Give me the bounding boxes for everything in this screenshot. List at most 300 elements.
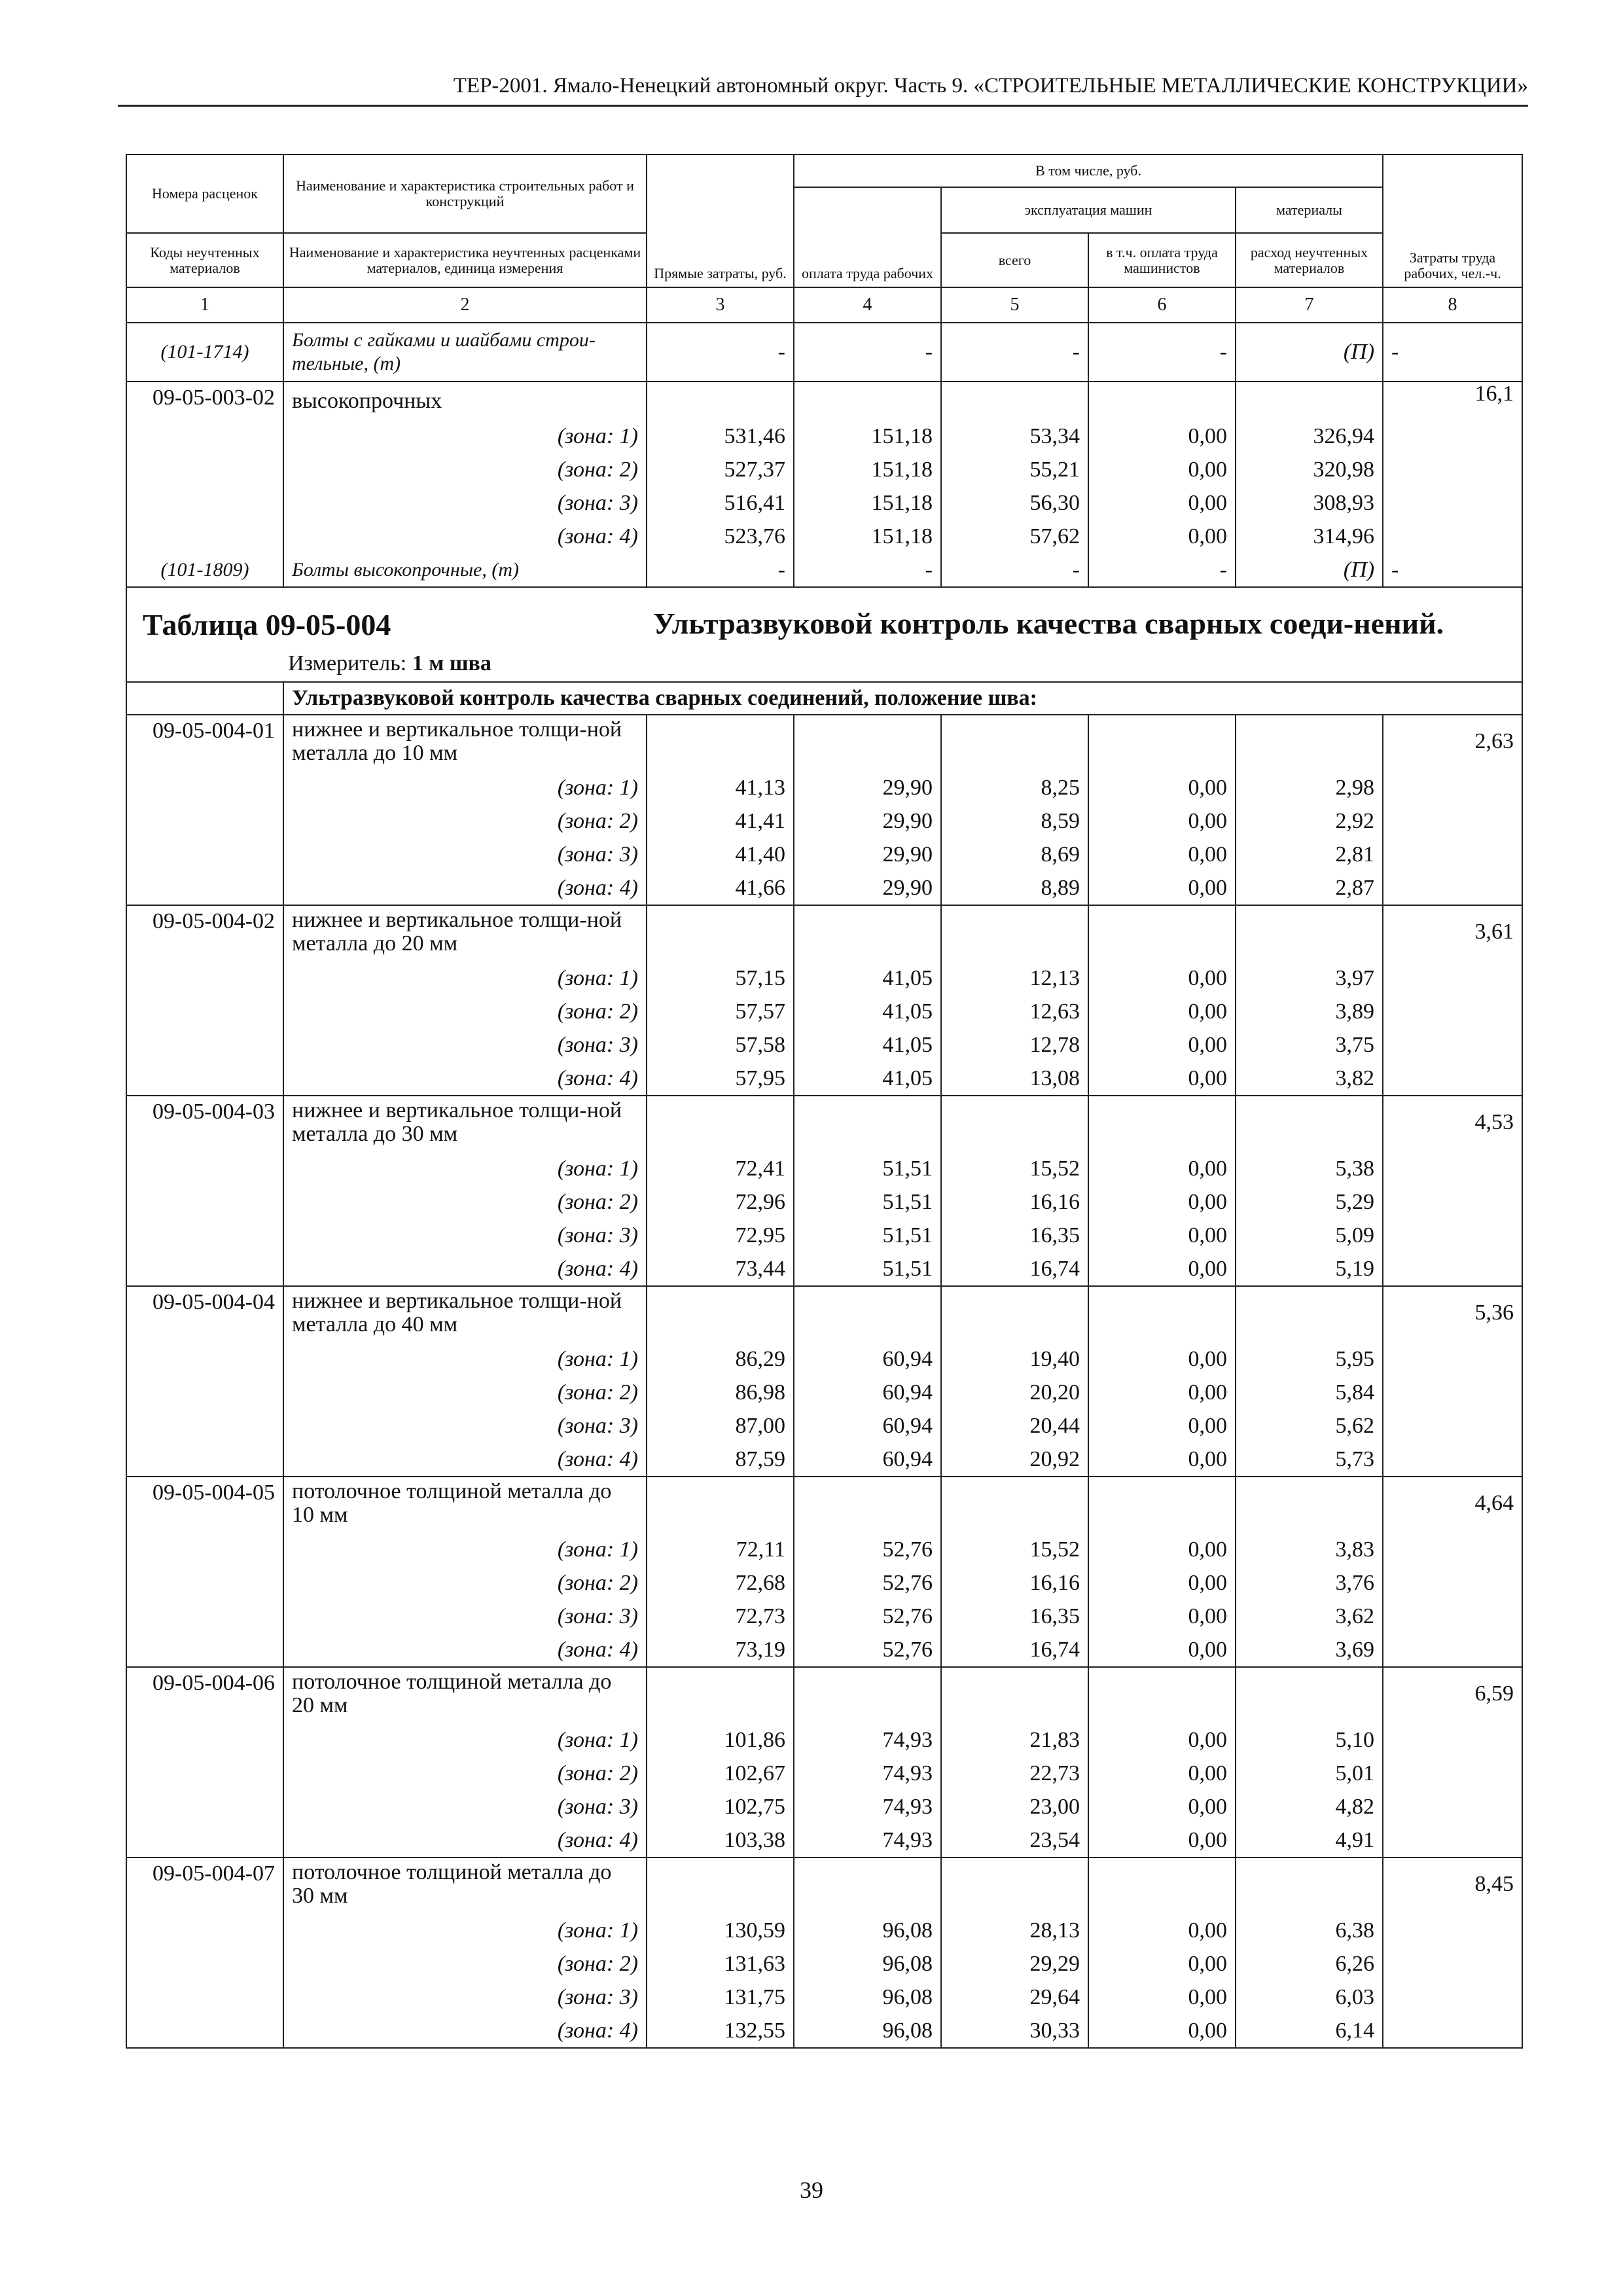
col-number: 5 xyxy=(941,287,1088,323)
machine-total: 16,35 xyxy=(941,1600,1088,1633)
worker-pay: 60,94 xyxy=(794,1342,941,1376)
machine-total: 23,54 xyxy=(941,1823,1088,1857)
machinist-pay: 0,00 xyxy=(1088,871,1236,905)
direct-cost: 101,86 xyxy=(647,1723,794,1757)
material-code: (101-1714) xyxy=(126,323,283,382)
table-row xyxy=(126,520,1522,553)
table-row xyxy=(126,1252,1522,1286)
materials-cost: 3,83 xyxy=(1236,1533,1383,1566)
table-header xyxy=(126,154,1522,323)
zone-label: (зона: 4) xyxy=(283,520,647,553)
col-number: 4 xyxy=(794,287,941,323)
rate-code: 09-05-003-02 xyxy=(126,382,283,420)
table-title: Таблица 09-05-004 xyxy=(143,608,391,641)
table-row xyxy=(126,1790,1522,1823)
worker-pay: 29,90 xyxy=(794,771,941,804)
worker-pay: 41,05 xyxy=(794,1062,941,1096)
zone-label: (зона: 2) xyxy=(283,1947,647,1981)
machine-total: 16,35 xyxy=(941,1219,1088,1252)
worker-pay: 52,76 xyxy=(794,1633,941,1667)
page-number: 39 xyxy=(800,2177,823,2203)
machinist-pay: 0,00 xyxy=(1088,1633,1236,1667)
direct-cost: 130,59 xyxy=(647,1914,794,1947)
direct-cost: 57,58 xyxy=(647,1028,794,1062)
direct-cost: 72,95 xyxy=(647,1219,794,1252)
col-number: 7 xyxy=(1236,287,1383,323)
materials-cost: 5,38 xyxy=(1236,1152,1383,1185)
col2-bottom-label: Наименование и характеристика неучтенных расценками материалов, единица измерения xyxy=(283,233,647,287)
rates-table xyxy=(126,154,1523,2049)
direct-cost: 523,76 xyxy=(647,520,794,553)
materials-cost: 5,09 xyxy=(1236,1219,1383,1252)
materials-cost: 6,03 xyxy=(1236,1981,1383,2014)
table-row xyxy=(126,961,1522,995)
direct-cost: 57,57 xyxy=(647,995,794,1028)
rate-name: нижнее и вертикальное толщи-ной металла до 30 мм xyxy=(283,1096,647,1152)
table-row xyxy=(126,1633,1522,1667)
table-row xyxy=(126,838,1522,871)
worker-pay: 52,76 xyxy=(794,1600,941,1633)
materials-cost: 4,91 xyxy=(1236,1823,1383,1857)
machine-total: 8,25 xyxy=(941,771,1088,804)
labor-cost: 4,64 xyxy=(1383,1477,1522,1533)
machinist-pay: 0,00 xyxy=(1088,1790,1236,1823)
col-number: 8 xyxy=(1383,287,1522,323)
labor-cost: 6,59 xyxy=(1383,1667,1522,1723)
machinist-pay: 0,00 xyxy=(1088,1342,1236,1376)
table-row xyxy=(126,1219,1522,1252)
machinist-pay: 0,00 xyxy=(1088,1600,1236,1633)
table-row xyxy=(126,382,1522,420)
material-mark: (П) xyxy=(1236,323,1383,382)
rate-code: 09-05-004-06 xyxy=(126,1667,283,1723)
labor-cost: 2,63 xyxy=(1383,715,1522,771)
materials-cost: 326,94 xyxy=(1236,420,1383,453)
rate-name: потолочное толщиной металла до 20 мм xyxy=(283,1667,647,1723)
machinist-pay: 0,00 xyxy=(1088,804,1236,838)
direct-cost: 72,73 xyxy=(647,1600,794,1633)
machinist-pay: 0,00 xyxy=(1088,995,1236,1028)
material-name: Болты с гайками и шайбами строи-тельные, (т) xyxy=(283,323,647,382)
table-row xyxy=(126,1286,1522,1342)
col1-top-label: Номера расценок xyxy=(126,154,283,233)
table-row xyxy=(126,1823,1522,1857)
table-row xyxy=(126,1409,1522,1443)
table-row xyxy=(126,1443,1522,1477)
rate-name: потолочное толщиной металла до 10 мм xyxy=(283,1477,647,1533)
group-label: В том числе, руб. xyxy=(794,154,1383,187)
dash-cell: - xyxy=(1383,323,1522,382)
machinist-pay: 0,00 xyxy=(1088,1409,1236,1443)
table-row xyxy=(126,905,1522,961)
worker-pay: 41,05 xyxy=(794,961,941,995)
zone-label: (зона: 4) xyxy=(283,1823,647,1857)
direct-cost: 103,38 xyxy=(647,1823,794,1857)
materials-cost: 6,26 xyxy=(1236,1947,1383,1981)
machine-total: 56,30 xyxy=(941,486,1088,520)
worker-pay: 151,18 xyxy=(794,520,941,553)
materials-cost: 5,19 xyxy=(1236,1252,1383,1286)
table-row xyxy=(126,1981,1522,2014)
materials-cost: 5,84 xyxy=(1236,1376,1383,1409)
zone-label: (зона: 2) xyxy=(283,453,647,486)
machinist-pay: 0,00 xyxy=(1088,420,1236,453)
machinist-pay: 0,00 xyxy=(1088,1757,1236,1790)
table-row xyxy=(126,1566,1522,1600)
zone-label: (зона: 1) xyxy=(283,1914,647,1947)
direct-cost: 41,41 xyxy=(647,804,794,838)
materials-cost: 2,92 xyxy=(1236,804,1383,838)
dash-cell: - xyxy=(941,553,1088,587)
machinist-pay: 0,00 xyxy=(1088,1914,1236,1947)
direct-cost: 86,98 xyxy=(647,1376,794,1409)
machine-total: 30,33 xyxy=(941,2014,1088,2048)
table-row xyxy=(126,486,1522,520)
zone-label: (зона: 4) xyxy=(283,1062,647,1096)
measure-line xyxy=(143,642,1506,681)
dash-cell: - xyxy=(941,323,1088,382)
machine-total: 12,78 xyxy=(941,1028,1088,1062)
machine-total: 29,29 xyxy=(941,1947,1088,1981)
col-number: 1 xyxy=(126,287,283,323)
table-body-top xyxy=(126,323,1522,382)
table-row xyxy=(126,1062,1522,1096)
zone-label: (зона: 3) xyxy=(283,1028,647,1062)
zone-label: (зона: 4) xyxy=(283,1443,647,1477)
dash-cell: - xyxy=(1088,323,1236,382)
machine-total: 55,21 xyxy=(941,453,1088,486)
worker-pay: 41,05 xyxy=(794,995,941,1028)
materials-cost: 3,82 xyxy=(1236,1062,1383,1096)
machinist-pay: 0,00 xyxy=(1088,1185,1236,1219)
materials-cost: 3,97 xyxy=(1236,961,1383,995)
rate-block xyxy=(126,1857,1522,2048)
table-row xyxy=(126,453,1522,486)
direct-cost: 41,66 xyxy=(647,871,794,905)
machine-total: 16,16 xyxy=(941,1185,1088,1219)
rate-code: 09-05-004-03 xyxy=(126,1096,283,1152)
zone-label: (зона: 4) xyxy=(283,2014,647,2048)
direct-cost: 87,59 xyxy=(647,1443,794,1477)
materials-cost: 5,29 xyxy=(1236,1185,1383,1219)
direct-cost: 72,96 xyxy=(647,1185,794,1219)
machinist-pay: 0,00 xyxy=(1088,1823,1236,1857)
materials-cost: 320,98 xyxy=(1236,453,1383,486)
materials-cost: 3,89 xyxy=(1236,995,1383,1028)
measure-value: 1 м шва xyxy=(412,651,491,675)
machine-total: 22,73 xyxy=(941,1757,1088,1790)
machine-total: 20,92 xyxy=(941,1443,1088,1477)
materials-cost: 6,38 xyxy=(1236,1914,1383,1947)
worker-pay: 41,05 xyxy=(794,1028,941,1062)
machinist-pay: 0,00 xyxy=(1088,453,1236,486)
machine-total: 23,00 xyxy=(941,1790,1088,1823)
worker-pay: 29,90 xyxy=(794,804,941,838)
materials-cost: 5,95 xyxy=(1236,1342,1383,1376)
materials-cost: 3,69 xyxy=(1236,1633,1383,1667)
table-row xyxy=(126,804,1522,838)
table-row xyxy=(126,420,1522,453)
page-header xyxy=(118,73,1528,107)
worker-pay: 52,76 xyxy=(794,1533,941,1566)
material-name: Болты высокопрочные, (т) xyxy=(283,553,647,587)
material-code: (101-1809) xyxy=(126,553,283,587)
direct-cost: 102,67 xyxy=(647,1757,794,1790)
materials-cost: 5,01 xyxy=(1236,1757,1383,1790)
machines-label: эксплуатация машин xyxy=(941,187,1236,233)
table-row xyxy=(126,771,1522,804)
labor-cost: 8,45 xyxy=(1383,1857,1522,1914)
machinist-pay: 0,00 xyxy=(1088,1028,1236,1062)
col4-label: оплата труда рабочих xyxy=(794,187,941,287)
materials-cost: 2,87 xyxy=(1236,871,1383,905)
worker-pay: 51,51 xyxy=(794,1252,941,1286)
rate-name: нижнее и вертикальное толщи-ной металла до 40 мм xyxy=(283,1286,647,1342)
dash-cell: - xyxy=(1088,553,1236,587)
worker-pay: 96,08 xyxy=(794,1981,941,2014)
direct-cost: 41,13 xyxy=(647,771,794,804)
machinist-pay: 0,00 xyxy=(1088,1443,1236,1477)
rate-block xyxy=(126,1477,1522,1667)
dash-cell: - xyxy=(794,553,941,587)
worker-pay: 151,18 xyxy=(794,486,941,520)
direct-cost: 57,15 xyxy=(647,961,794,995)
table-row xyxy=(126,1723,1522,1757)
table-row xyxy=(126,715,1522,771)
zone-label: (зона: 2) xyxy=(283,1376,647,1409)
machine-total: 29,64 xyxy=(941,1981,1088,2014)
worker-pay: 51,51 xyxy=(794,1152,941,1185)
machinist-pay: 0,00 xyxy=(1088,1152,1236,1185)
worker-pay: 74,93 xyxy=(794,1790,941,1823)
table-row xyxy=(126,1477,1522,1533)
machinist-pay: 0,00 xyxy=(1088,1947,1236,1981)
worker-pay: 52,76 xyxy=(794,1566,941,1600)
machine-total: 53,34 xyxy=(941,420,1088,453)
zone-label: (зона: 1) xyxy=(283,1342,647,1376)
table-row xyxy=(126,1947,1522,1981)
zone-label: (зона: 3) xyxy=(283,1981,647,2014)
worker-pay: 60,94 xyxy=(794,1409,941,1443)
worker-pay: 51,51 xyxy=(794,1185,941,1219)
direct-cost: 72,41 xyxy=(647,1152,794,1185)
machine-total: 16,74 xyxy=(941,1633,1088,1667)
rate-block-003-02 xyxy=(126,382,1522,587)
table-row xyxy=(126,995,1522,1028)
direct-cost: 102,75 xyxy=(647,1790,794,1823)
rate-code: 09-05-004-07 xyxy=(126,1857,283,1914)
dash-cell: - xyxy=(647,553,794,587)
machine-total: 15,52 xyxy=(941,1533,1088,1566)
direct-cost: 131,75 xyxy=(647,1981,794,2014)
table-row xyxy=(126,1857,1522,1914)
rate-code: 09-05-004-02 xyxy=(126,905,283,961)
direct-cost: 41,40 xyxy=(647,838,794,871)
col5-label: всего xyxy=(941,233,1088,287)
materials-cost: 308,93 xyxy=(1236,486,1383,520)
direct-cost: 527,37 xyxy=(647,453,794,486)
zone-label: (зона: 2) xyxy=(283,1185,647,1219)
table-row xyxy=(126,1096,1522,1152)
col7-label: расход неучтенных материалов xyxy=(1236,233,1383,287)
machinist-pay: 0,00 xyxy=(1088,1566,1236,1600)
rate-code: 09-05-004-05 xyxy=(126,1477,283,1533)
materials-cost: 2,98 xyxy=(1236,771,1383,804)
machinist-pay: 0,00 xyxy=(1088,838,1236,871)
machinist-pay: 0,00 xyxy=(1088,771,1236,804)
direct-cost: 86,29 xyxy=(647,1342,794,1376)
machine-total: 8,59 xyxy=(941,804,1088,838)
machine-total: 16,74 xyxy=(941,1252,1088,1286)
zone-label: (зона: 4) xyxy=(283,871,647,905)
table-row xyxy=(126,2014,1522,2048)
worker-pay: 74,93 xyxy=(794,1757,941,1790)
rate-block xyxy=(126,1286,1522,1477)
worker-pay: 51,51 xyxy=(794,1219,941,1252)
table-row xyxy=(126,1028,1522,1062)
table-row xyxy=(126,1342,1522,1376)
machine-total: 20,44 xyxy=(941,1409,1088,1443)
zone-label: (зона: 2) xyxy=(283,995,647,1028)
col2-top-label: Наименование и характеристика строительных работ и конструкций xyxy=(283,154,647,233)
table-section-header xyxy=(126,587,1522,715)
labor-cost: 3,61 xyxy=(1383,905,1522,961)
materials-cost: 2,81 xyxy=(1236,838,1383,871)
col6-label: в т.ч. оплата труда машинистов xyxy=(1088,233,1236,287)
machinist-pay: 0,00 xyxy=(1088,1981,1236,2014)
zone-label: (зона: 1) xyxy=(283,1152,647,1185)
machinist-pay: 0,00 xyxy=(1088,1533,1236,1566)
worker-pay: 29,90 xyxy=(794,838,941,871)
table-row xyxy=(126,1914,1522,1947)
machine-total: 28,13 xyxy=(941,1914,1088,1947)
zone-label: (зона: 1) xyxy=(283,1533,647,1566)
machinist-pay: 0,00 xyxy=(1088,1062,1236,1096)
zone-label: (зона: 3) xyxy=(283,1219,647,1252)
col-number: 3 xyxy=(647,287,794,323)
rate-block xyxy=(126,1096,1522,1286)
direct-cost: 73,44 xyxy=(647,1252,794,1286)
machine-total: 8,89 xyxy=(941,871,1088,905)
worker-pay: 151,18 xyxy=(794,453,941,486)
rate-name: потолочное толщиной металла до 30 мм xyxy=(283,1857,647,1914)
table-row xyxy=(126,1667,1522,1723)
zone-label: (зона: 4) xyxy=(283,1633,647,1667)
table-row xyxy=(126,1376,1522,1409)
col-number: 2 xyxy=(283,287,647,323)
zone-label: (зона: 3) xyxy=(283,838,647,871)
zone-label: (зона: 3) xyxy=(283,1600,647,1633)
machine-total: 8,69 xyxy=(941,838,1088,871)
rate-block xyxy=(126,1667,1522,1857)
machinist-pay: 0,00 xyxy=(1088,1723,1236,1757)
rate-name: высокопрочных xyxy=(283,382,647,420)
materials-cost: 5,62 xyxy=(1236,1409,1383,1443)
machine-total: 16,16 xyxy=(941,1566,1088,1600)
materials-cost: 3,75 xyxy=(1236,1028,1383,1062)
machine-total: 21,83 xyxy=(941,1723,1088,1757)
material-mark: (П) xyxy=(1236,553,1383,587)
direct-cost: 72,68 xyxy=(647,1566,794,1600)
materials-cost: 6,14 xyxy=(1236,2014,1383,2048)
worker-pay: 96,08 xyxy=(794,2014,941,2048)
header-text: ТЕР-2001. Ямало-Ненецкий автономный округ. Часть 9. «СТРОИТЕЛЬНЫЕ МЕТАЛЛИЧЕСКИЕ КОНСТРУКЦИИ» xyxy=(453,74,1528,98)
worker-pay: 29,90 xyxy=(794,871,941,905)
zone-label: (зона: 3) xyxy=(283,486,647,520)
zone-label: (зона: 3) xyxy=(283,1790,647,1823)
zone-label: (зона: 2) xyxy=(283,1757,647,1790)
zone-label: (зона: 1) xyxy=(283,961,647,995)
worker-pay: 96,08 xyxy=(794,1914,941,1947)
worker-pay: 60,94 xyxy=(794,1443,941,1477)
table-row xyxy=(126,1152,1522,1185)
direct-cost: 87,00 xyxy=(647,1409,794,1443)
zone-label: (зона: 3) xyxy=(283,1409,647,1443)
zone-label: (зона: 2) xyxy=(283,1566,647,1600)
labor-cost: 5,36 xyxy=(1383,1286,1522,1342)
col-number: 6 xyxy=(1088,287,1236,323)
materials-cost: 4,82 xyxy=(1236,1790,1383,1823)
rate-name: нижнее и вертикальное толщи-ной металла до 20 мм xyxy=(283,905,647,961)
zone-label: (зона: 1) xyxy=(283,420,647,453)
table-row xyxy=(126,1185,1522,1219)
machinist-pay: 0,00 xyxy=(1088,961,1236,995)
materials-cost: 3,62 xyxy=(1236,1600,1383,1633)
table-row xyxy=(126,1533,1522,1566)
machine-total: 12,13 xyxy=(941,961,1088,995)
direct-cost: 516,41 xyxy=(647,486,794,520)
rate-block xyxy=(126,715,1522,905)
machine-total: 15,52 xyxy=(941,1152,1088,1185)
materials-cost: 3,76 xyxy=(1236,1566,1383,1600)
worker-pay: 74,93 xyxy=(794,1823,941,1857)
dash-cell: - xyxy=(647,323,794,382)
materials-cost: 314,96 xyxy=(1236,520,1383,553)
machinist-pay: 0,00 xyxy=(1088,2014,1236,2048)
measure-label: Измеритель: xyxy=(288,651,407,675)
machine-total: 12,63 xyxy=(941,995,1088,1028)
rate-name: нижнее и вертикальное толщи-ной металла до 10 мм xyxy=(283,715,647,771)
materials-cost: 5,73 xyxy=(1236,1443,1383,1477)
col3-label: Прямые затраты, руб. xyxy=(647,154,794,287)
machine-total: 19,40 xyxy=(941,1342,1088,1376)
direct-cost: 132,55 xyxy=(647,2014,794,2048)
table-row xyxy=(126,871,1522,905)
table-name: Ультразвуковой контроль качества сварных соеди-нений. xyxy=(653,607,1444,640)
machine-total: 57,62 xyxy=(941,520,1088,553)
machinist-pay: 0,00 xyxy=(1088,1219,1236,1252)
direct-cost: 72,11 xyxy=(647,1533,794,1566)
direct-cost: 57,95 xyxy=(647,1062,794,1096)
direct-cost: 73,19 xyxy=(647,1633,794,1667)
table-row xyxy=(126,323,1522,382)
table-row xyxy=(126,1757,1522,1790)
worker-pay: 60,94 xyxy=(794,1376,941,1409)
direct-cost: 131,63 xyxy=(647,1947,794,1981)
machinist-pay: 0,00 xyxy=(1088,1252,1236,1286)
direct-cost: 531,46 xyxy=(647,420,794,453)
labor-cost: 4,53 xyxy=(1383,1096,1522,1152)
dash-cell: - xyxy=(794,323,941,382)
zone-label: (зона: 1) xyxy=(283,771,647,804)
dash-cell: - xyxy=(1383,553,1522,587)
machinist-pay: 0,00 xyxy=(1088,486,1236,520)
zone-label: (зона: 2) xyxy=(283,804,647,838)
machine-total: 20,20 xyxy=(941,1376,1088,1409)
machinist-pay: 0,00 xyxy=(1088,1376,1236,1409)
table-row xyxy=(126,553,1522,587)
rate-code: 09-05-004-04 xyxy=(126,1286,283,1342)
